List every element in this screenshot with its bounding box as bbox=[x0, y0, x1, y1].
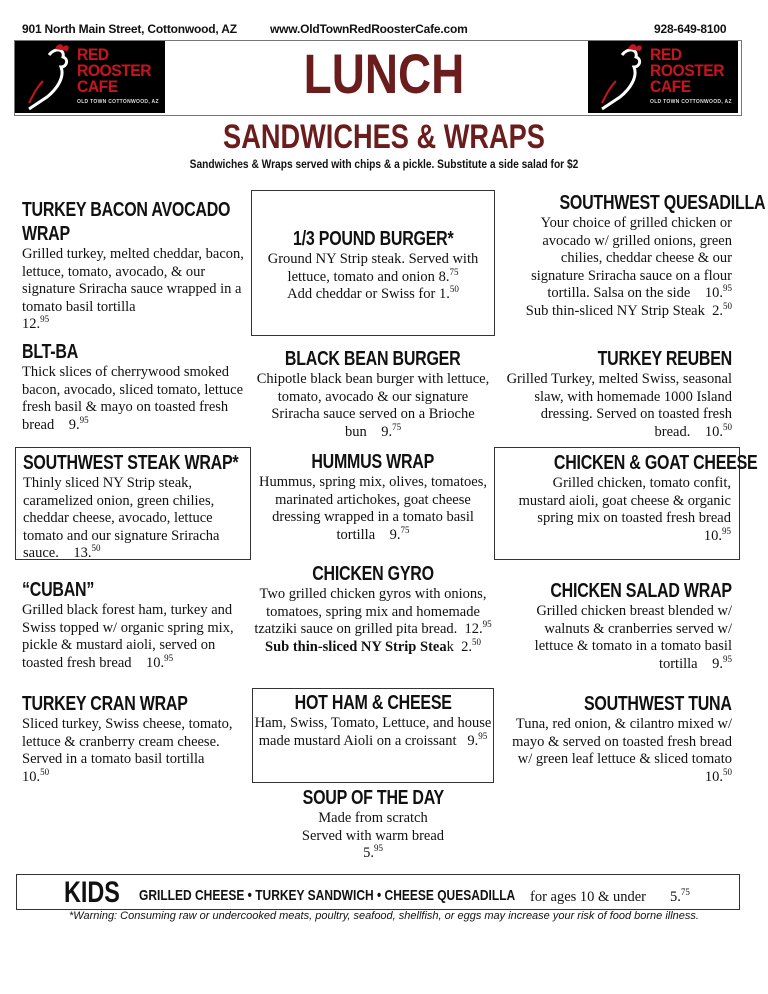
item-description: Sliced turkey, Swiss cheese, tomato, lettuce & cranberry cream cheese. Served in a tomato basil tortilla bbox=[22, 716, 233, 768]
item-addon: Add cheddar or Swiss for bbox=[287, 286, 436, 303]
food-warning: *Warning: Consuming raw or undercooked meats, poultry, seafood, shellfish, or eggs may increase your risk of food borne illness. bbox=[69, 910, 699, 922]
item-name: WRAP bbox=[22, 223, 70, 245]
item-price: 10.95 bbox=[146, 652, 174, 671]
item-price: 9.75 bbox=[381, 421, 402, 440]
item-description: Thinly sliced NY Strip steak, caramelized onion, green chilies, cheddar cheese, avocado, lettuce tomato and our signature Sriracha sauce. bbox=[23, 475, 220, 562]
kids-age: for ages 10 & under bbox=[530, 889, 646, 905]
item-name: TURKEY REUBEN bbox=[597, 348, 732, 370]
item-price: 9.75 bbox=[389, 524, 410, 543]
item-price: 8.75 bbox=[438, 266, 459, 285]
menu-item-blt-ba bbox=[22, 340, 250, 434]
item-description: Made from scratch bbox=[318, 810, 428, 826]
item-description: Ham, Swiss, Tomato, Lettuce, and house made mustard Aioli on a croissant bbox=[254, 715, 492, 749]
item-price: 10.50 bbox=[704, 766, 732, 785]
menu-item-burger bbox=[251, 190, 495, 336]
menu-item-turkey-cran-wrap bbox=[22, 692, 252, 786]
item-price: 12.95 bbox=[22, 314, 50, 333]
item-name: HUMMUS WRAP bbox=[311, 451, 435, 473]
logo-text-red: RED bbox=[77, 45, 109, 64]
kids-items: GRILLED CHEESE • TURKEY SANDWICH • CHEESE QUESADILLA bbox=[139, 887, 516, 904]
kids-price: 5.75 bbox=[670, 887, 690, 905]
logo-tagline: OLD TOWN COTTONWOOD, AZ bbox=[650, 99, 732, 105]
menu-item-chicken-salad-wrap bbox=[505, 579, 732, 673]
item-addon: Sub thin-sliced NY Strip Steak bbox=[525, 302, 705, 319]
item-description: Hummus, spring mix, olives, tomatoes, marinated artichokes, goat cheese dressing wrapped in a tomato basil tortilla bbox=[259, 474, 487, 543]
menu-item-hummus-wrap bbox=[255, 450, 491, 544]
item-addon: Sub thin-sliced NY Strip Stea bbox=[265, 638, 447, 655]
logo-tagline: OLD TOWN COTTONWOOD, AZ bbox=[77, 99, 159, 105]
item-description: Two grilled chicken gyros with onions, tomatoes, spring mix and homemade tzatziki sauce on grilled pita bread. bbox=[254, 586, 487, 638]
addon-price: 2.50 bbox=[461, 636, 481, 655]
item-description: Thick slices of cherrywood smoked bacon, avocado, sliced tomato, lettuce fresh basil & mayo on toasted fresh bread bbox=[22, 364, 244, 433]
item-description: Your choice of grilled chicken or avocado w/ grilled onions, green chilies, cheddar cheese & our signature Sriracha sauce on a flour tortilla. Salsa on the side bbox=[531, 215, 732, 302]
item-price: 9.95 bbox=[712, 653, 732, 672]
item-description: Grilled chicken breast blended w/ walnuts & cranberries served w/ lettuce & tomato in a tomato basil tortilla bbox=[534, 603, 732, 672]
item-description: Grilled black forest ham, turkey and Swiss topped w/ organic spring mix, pickle & mustard aioli, served on toasted fresh bread bbox=[22, 602, 234, 671]
item-name: BLT-BA bbox=[22, 341, 79, 363]
item-name: 1/3 POUND BURGER* bbox=[292, 228, 454, 250]
item-price: 9.95 bbox=[68, 414, 89, 433]
item-description: Tuna, red onion, & cilantro mixed w/ mayo & served on toasted fresh bread w/ green leaf lettuce & sliced tomato bbox=[512, 716, 732, 768]
logo-text-cafe: CAFE bbox=[77, 77, 118, 96]
item-name: SOUTHWEST QUESADILLA bbox=[559, 192, 766, 214]
item-name: TURKEY CRAN WRAP bbox=[22, 693, 188, 715]
item-name: CHICKEN GYRO bbox=[312, 563, 434, 585]
kids-title: KIDS bbox=[64, 876, 120, 909]
item-name: SOUTHWEST STEAK WRAP* bbox=[23, 452, 239, 474]
page-title: LUNCH bbox=[303, 42, 465, 105]
item-description: Served with warm bread bbox=[301, 827, 445, 844]
menu-item-southwest-steak-wrap bbox=[15, 447, 251, 560]
menu-item-chicken-gyro: CHICKEN GYRO Two grilled chicken gyros with onions, tomatoes, spring mix and homemade tzatziki sauce on grilled pita bread. 12.95 Sub thin-sliced NY Strip Steak 2.50 bbox=[254, 563, 492, 655]
item-name: SOUTHWEST TUNA bbox=[584, 693, 732, 715]
menu-item-turkey-reuben bbox=[505, 347, 732, 441]
item-price: 9.95 bbox=[467, 730, 488, 749]
menu-item-turkey-bacon-avocado bbox=[22, 198, 250, 334]
menu-item-hot-ham-cheese bbox=[252, 688, 494, 783]
phone: 928-649-8100 bbox=[654, 22, 727, 36]
item-name: SOUP OF THE DAY bbox=[302, 787, 444, 809]
item-name: BLACK BEAN BURGER bbox=[285, 348, 461, 370]
address: 901 North Main Street, Cottonwood, AZ bbox=[22, 22, 237, 36]
logo-text-red: RED bbox=[650, 45, 682, 64]
item-price: 10.95 bbox=[704, 283, 732, 302]
item-price: 5.95 bbox=[363, 843, 383, 862]
item-name: “CUBAN” bbox=[22, 579, 95, 601]
menu-item-black-bean-burger bbox=[255, 347, 491, 441]
item-name: CHICKEN SALAD WRAP bbox=[550, 580, 732, 602]
item-description: Grilled Turkey, melted Swiss, seasonal slaw, with homemade 1000 Island dressing. Served on toasted fresh bread. bbox=[506, 371, 732, 440]
item-description: Chipotle black bean burger with lettuce, tomato, avocado & our signature Sriracha sauce served on a Brioche bun bbox=[256, 371, 490, 440]
item-name: TURKEY BACON AVOCADO bbox=[22, 199, 231, 221]
menu-item-soup-of-the-day bbox=[255, 786, 491, 863]
addon-price: 1.50 bbox=[438, 284, 459, 303]
item-price: 12.95 bbox=[464, 619, 492, 638]
item-description: Grilled turkey, melted cheddar, bacon, lettuce, tomato, avocado, & our signature Sriracha sauce wrapped in a tomato basil tortilla bbox=[22, 246, 244, 315]
item-price: 10.50 bbox=[22, 766, 50, 785]
menu-item-southwest-quesadilla bbox=[508, 191, 766, 321]
logo-text-cafe: CAFE bbox=[650, 77, 691, 96]
section-title: SANDWICHES & WRAPS bbox=[223, 118, 545, 156]
item-price: 13.50 bbox=[73, 543, 101, 562]
item-price: 10.95 bbox=[703, 525, 731, 544]
item-description: Ground NY Strip steak. Served with lettuce, tomato and onion bbox=[267, 251, 479, 285]
addon-price: 2.50 bbox=[712, 300, 732, 319]
item-price: 10.50 bbox=[704, 421, 732, 440]
logo-text-rooster: ROOSTER bbox=[77, 61, 152, 80]
item-description: Grilled chicken, tomato confit, mustard aioli, goat cheese & organic spring mix on toasted fresh bread bbox=[518, 475, 731, 527]
section-subtitle: Sandwiches & Wraps served with chips & a pickle. Substitute a side salad for $2 bbox=[189, 157, 579, 171]
menu-item-cuban bbox=[22, 578, 252, 672]
menu-item-chicken-goat-cheese bbox=[494, 447, 758, 560]
logo-text-rooster: ROOSTER bbox=[650, 61, 725, 80]
item-name: HOT HAM & CHEESE bbox=[294, 692, 452, 714]
website: www.OldTownRedRoosterCafe.com bbox=[270, 22, 468, 36]
menu-item-southwest-tuna bbox=[504, 692, 732, 786]
item-name: CHICKEN & GOAT CHEESE bbox=[553, 452, 758, 474]
